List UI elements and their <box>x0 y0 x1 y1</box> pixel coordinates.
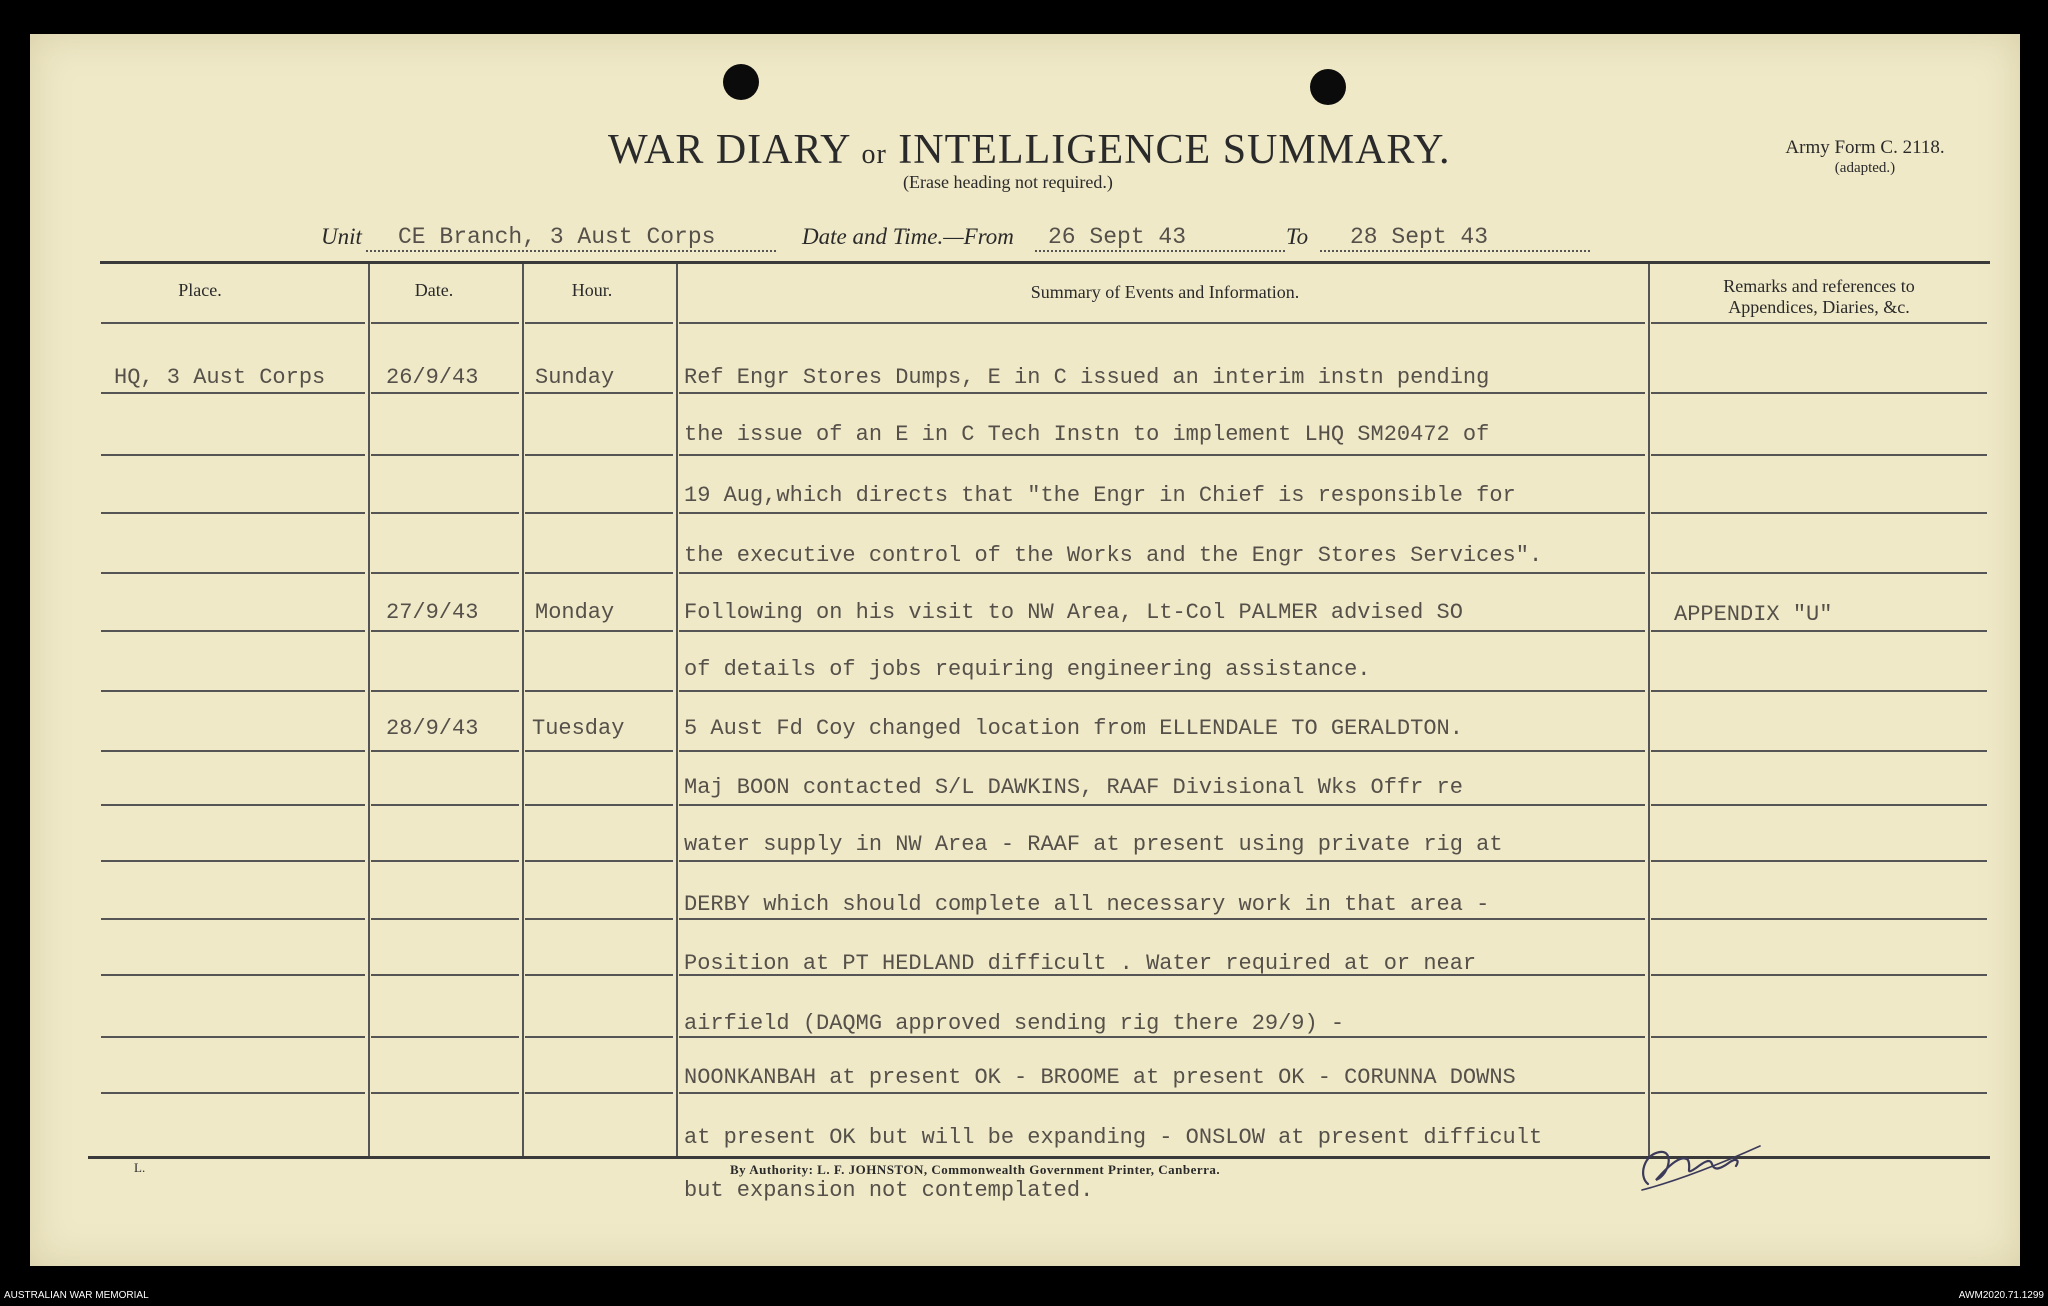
summary-line: but expansion not contemplated. <box>684 1178 1094 1203</box>
ruled-line <box>101 1036 365 1038</box>
ruled-line <box>101 750 365 752</box>
summary-line: Ref Engr Stores Dumps, E in C issued an interim instn pending <box>684 365 1490 390</box>
ruled-line <box>1651 322 1987 324</box>
ruled-line <box>1651 1092 1987 1094</box>
to-dotted-line <box>1320 250 1590 252</box>
entry-hour: Tuesday <box>532 716 625 741</box>
ruled-line <box>101 630 365 632</box>
army-form-number: Army Form C. 2118. <box>1785 137 1945 158</box>
ruled-line <box>525 392 673 394</box>
ruled-line <box>371 454 519 456</box>
ruled-line <box>525 860 673 862</box>
ruled-line <box>679 860 1645 862</box>
date-to-label: To <box>1286 224 1309 249</box>
ruled-line <box>1651 974 1987 976</box>
ruled-line <box>679 804 1645 806</box>
ruled-line <box>371 630 519 632</box>
handwritten-initials <box>1630 1124 1770 1204</box>
summary-line: Maj BOON contacted S/L DAWKINS, RAAF Divisional Wks Offr re <box>684 775 1463 800</box>
entry-hour: Monday <box>535 600 615 625</box>
summary-line: 5 Aust Fd Coy changed location from ELLENDALE TO GERALDTON. <box>684 716 1463 741</box>
ruled-line <box>679 1036 1645 1038</box>
ruled-line <box>101 512 365 514</box>
ruled-line <box>101 392 365 394</box>
summary-line: the executive control of the Works and the Engr Stores Services". <box>684 543 1543 568</box>
ruled-line <box>101 454 365 456</box>
ruled-line <box>1651 392 1987 394</box>
ruled-line <box>679 630 1645 632</box>
summary-line: Following on his visit to NW Area, Lt-Col PALMER advised SO <box>684 600 1463 625</box>
entry-date: 27/9/43 <box>386 600 479 625</box>
army-form-reference <box>1765 138 1965 178</box>
summary-line: water supply in NW Area - RAAF at present using private rig at <box>684 832 1503 857</box>
ruled-line <box>525 1092 673 1094</box>
ruled-line <box>101 572 365 574</box>
ruled-line <box>371 1092 519 1094</box>
from-dotted-line <box>1035 250 1285 252</box>
ruled-line <box>525 750 673 752</box>
ruled-line <box>679 1092 1645 1094</box>
ruled-line <box>679 690 1645 692</box>
ruled-line <box>679 918 1645 920</box>
column-header-date: Date. <box>414 280 454 300</box>
title-part-1: WAR DIARY <box>608 127 850 173</box>
column-divider-date-hour <box>522 264 524 1156</box>
entry-place: HQ, 3 Aust Corps <box>114 365 326 390</box>
entry-date: 26/9/43 <box>386 365 479 390</box>
punch-hole-left <box>723 64 759 100</box>
date-from-value: 26 Sept 43 <box>1048 224 1187 250</box>
summary-line: Position at PT HEDLAND difficult . Water required at or near <box>684 951 1477 976</box>
ruled-line <box>1651 860 1987 862</box>
ruled-line <box>371 322 519 324</box>
title-or: or <box>861 139 887 170</box>
archive-caption-left: AUSTRALIAN WAR MEMORIAL <box>4 1290 149 1301</box>
ruled-line <box>1651 804 1987 806</box>
ruled-line <box>679 572 1645 574</box>
ruled-line <box>371 512 519 514</box>
title-part-2: INTELLIGENCE SUMMARY. <box>898 127 1451 173</box>
ruled-line <box>371 804 519 806</box>
ruled-line <box>1651 918 1987 920</box>
ruled-line <box>525 804 673 806</box>
ruled-line <box>525 690 673 692</box>
ruled-line <box>371 1036 519 1038</box>
ruled-line <box>525 322 673 324</box>
ruled-line <box>1651 572 1987 574</box>
column-divider-summary-remarks <box>1648 264 1650 1156</box>
summary-line: at present OK but will be expanding - ONSLOW at present difficult <box>684 1125 1543 1150</box>
war-diary-page <box>30 34 2020 1266</box>
ruled-line <box>371 860 519 862</box>
unit-dotted-line <box>366 250 776 252</box>
summary-line: DERBY which should complete all necessary work in that area - <box>684 892 1490 917</box>
ruled-line <box>525 454 673 456</box>
ruled-line <box>371 392 519 394</box>
ruled-line <box>1651 512 1987 514</box>
ruled-line <box>525 512 673 514</box>
printer-authority: By Authority: L. F. JOHNSTON, Commonwealth Government Printer, Canberra. <box>730 1162 1221 1177</box>
ruled-line <box>1651 630 1987 632</box>
summary-line: NOONKANBAH at present OK - BROOME at present OK - CORUNNA DOWNS <box>684 1065 1516 1090</box>
ruled-line <box>101 918 365 920</box>
ruled-line <box>101 322 365 324</box>
ruled-line <box>371 572 519 574</box>
column-header-place: Place. <box>178 280 222 300</box>
summary-line: of details of jobs requiring engineering assistance. <box>684 657 1371 682</box>
ruled-line <box>525 1036 673 1038</box>
summary-line: 19 Aug,which directs that "the Engr in Chief is responsible for <box>684 483 1516 508</box>
ruled-line <box>1651 454 1987 456</box>
ruled-line <box>371 750 519 752</box>
column-header-hour: Hour. <box>571 280 613 300</box>
page-subtitle: (Erase heading not required.) <box>903 172 1113 192</box>
unit-label: Unit <box>321 224 362 249</box>
ruled-line <box>371 918 519 920</box>
ruled-line <box>1651 750 1987 752</box>
ruled-line <box>679 392 1645 394</box>
ruled-line <box>371 974 519 976</box>
punch-hole-right <box>1310 69 1346 105</box>
column-divider-place-date <box>368 264 370 1156</box>
ruled-line <box>679 512 1645 514</box>
ruled-line <box>101 974 365 976</box>
column-header-remarks <box>1648 276 1990 318</box>
unit-value: CE Branch, 3 Aust Corps <box>398 224 716 250</box>
ruled-line <box>679 454 1645 456</box>
remarks-header-line-1: Remarks and references to <box>1723 276 1915 296</box>
column-header-summary: Summary of Events and Information. <box>1030 282 1300 302</box>
column-divider-hour-summary <box>676 264 678 1156</box>
entry-remark-appendix: APPENDIX "U" <box>1674 602 1833 627</box>
ruled-line <box>101 804 365 806</box>
summary-line: the issue of an E in C Tech Instn to implement LHQ SM20472 of <box>684 422 1490 447</box>
ruled-line <box>101 1092 365 1094</box>
ruled-line <box>525 974 673 976</box>
summary-line: airfield (DAQMG approved sending rig there 29/9) - <box>684 1011 1345 1036</box>
date-time-label: Date and Time.—From <box>802 224 1014 249</box>
page-title <box>608 126 1451 174</box>
ruled-line <box>371 690 519 692</box>
ruled-line <box>101 860 365 862</box>
ruled-line <box>679 322 1645 324</box>
ruled-line <box>679 750 1645 752</box>
ruled-line <box>1651 1036 1987 1038</box>
ruled-line <box>1651 690 1987 692</box>
date-to-value: 28 Sept 43 <box>1350 224 1489 250</box>
archive-caption-right: AWM2020.71.1299 <box>1958 1290 2044 1301</box>
table-top-rule <box>100 261 1990 264</box>
ruled-line <box>101 690 365 692</box>
ruled-line <box>525 630 673 632</box>
entry-hour: Sunday <box>535 365 615 390</box>
army-form-adapted: (adapted.) <box>1834 160 1896 176</box>
remarks-header-line-2: Appendices, Diaries, &c. <box>1728 297 1910 317</box>
footer-left-mark: L. <box>134 1160 146 1175</box>
entry-date: 28/9/43 <box>386 716 479 741</box>
ruled-line <box>525 918 673 920</box>
ruled-line <box>525 572 673 574</box>
